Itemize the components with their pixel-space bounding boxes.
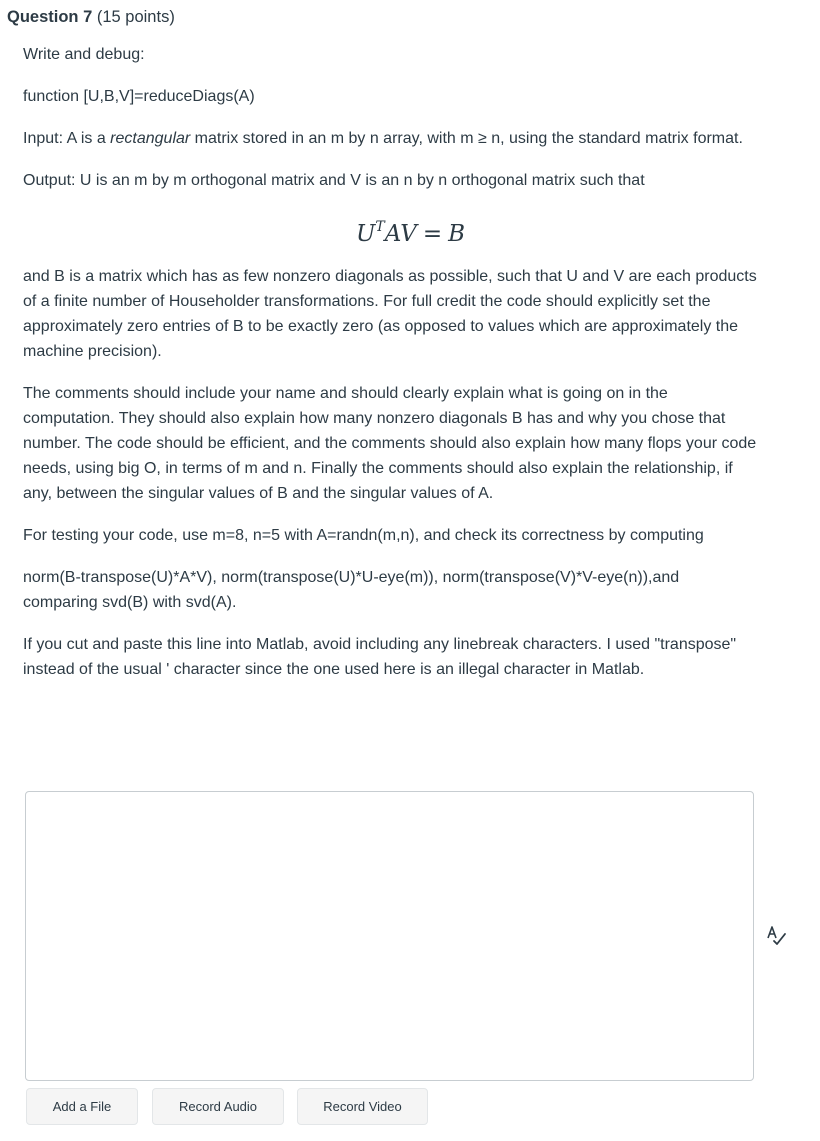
equation-lhs-superscript: T: [375, 219, 385, 235]
equation-lhs-base: U: [356, 221, 376, 247]
question-title: Question 7: [7, 8, 93, 26]
diagonals-description: and B is a matrix which has as few nonzero diagonals as possible, such that U and V are each products of a finite number of Householder transformations. For full credit the code should explicitly set the approximately zero entries of B to be exactly zero (as opposed to values which are approximately the machine precision).: [23, 268, 757, 360]
input-description-start: Input: A is a: [23, 130, 111, 147]
output-description: Output: U is an m by m orthogonal matrix and V is an n by n orthogonal matrix such that: [23, 172, 645, 189]
equation-lhs-rest: AV: [384, 221, 417, 247]
testing-instructions: For testing your code, use m=8, n=5 with A=randn(m,n), and check its correctness by computing: [23, 527, 704, 544]
question-body: [23, 42, 758, 699]
prompt-intro: Write and debug:: [23, 46, 145, 63]
spellcheck-icon[interactable]: [765, 925, 789, 947]
equation: [23, 210, 758, 247]
add-file-button[interactable]: Add a File: [26, 1088, 138, 1125]
input-description-end: matrix stored in an m by n array, with m ≥ n, using the standard matrix format.: [190, 130, 743, 147]
question-header: [7, 8, 175, 27]
input-description: [23, 126, 758, 151]
record-audio-button[interactable]: Record Audio: [152, 1088, 284, 1125]
input-description-emphasis: rectangular: [110, 130, 191, 147]
equation-rhs: B: [448, 221, 465, 247]
testing-commands: norm(B-transpose(U)*A*V), norm(transpose(U)*U-eye(m)), norm(transpose(V)*V-eye(n)),and comparing svd(B) with svd(A).: [23, 569, 680, 611]
record-video-button[interactable]: Record Video: [297, 1088, 428, 1125]
paste-note: If you cut and paste this line into Matlab, avoid including any linebreak characters. I used "transpose" instead of the usual ' character since the one used here is an illegal character in Matlab.: [23, 636, 737, 678]
comments-requirements: The comments should include your name and should clearly explain what is going on in the computation. They should also explain how many nonzero diagonals B has and why you chose that number. The code should be efficient, and the comments should also explain how many flops your code needs, using big O, in terms of m and n. Finally the comments should also explain the relationship, if any, between the singular values of B and the singular values of A.: [23, 385, 757, 502]
equation-operator: =: [422, 221, 443, 247]
question-points: (15 points): [96, 8, 175, 26]
answer-textarea[interactable]: [25, 791, 754, 1081]
function-signature: function [U,B,V]=reduceDiags(A): [23, 88, 255, 105]
